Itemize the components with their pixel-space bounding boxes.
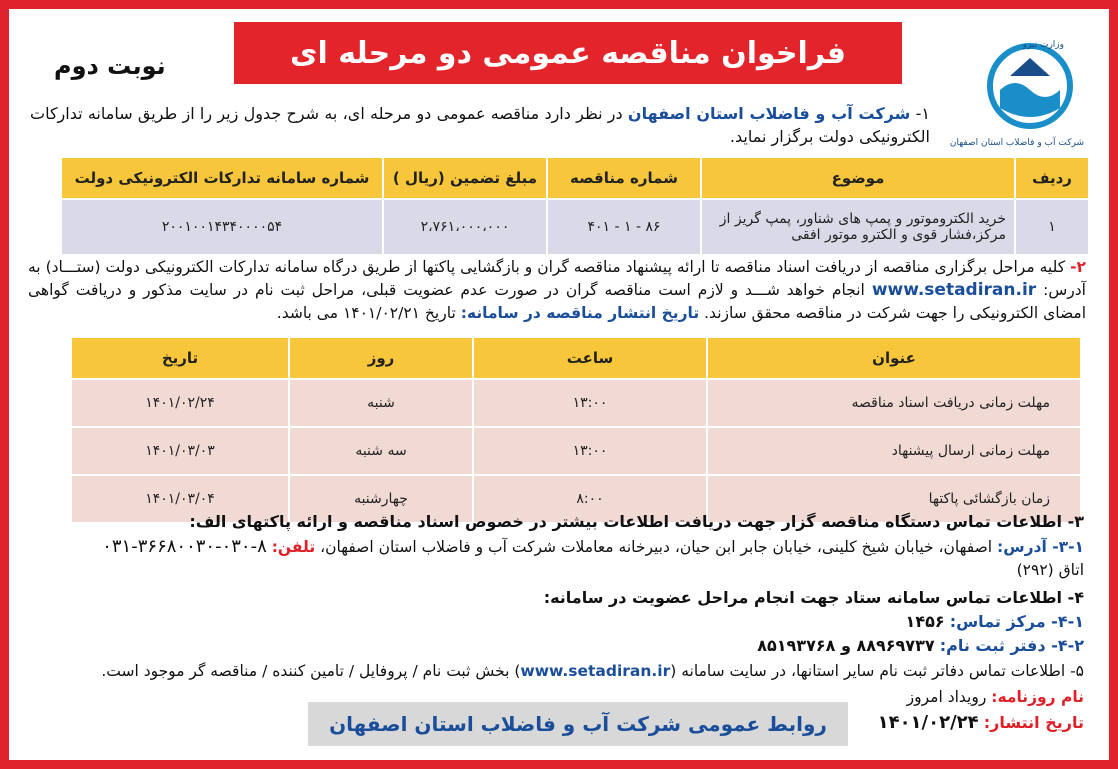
notice-content — [18, 18, 1098, 751]
cell-date: ۱۴۰۱/۰۳/۰۴ — [71, 475, 289, 523]
tel-number: ۸-۰۳۰-۳۶۶۸۰۰۳۰-۰۳۱ — [102, 536, 267, 557]
section5-text2: ) بخش ثبت نام / پروفایل / تامین کننده / مناقصه گر موجود است. — [101, 662, 521, 680]
cell-time: ۸:۰۰ — [473, 475, 707, 523]
section2-text2: انجام خواهد شـــد و لازم است مناقصه گران در صورت عدم عضویت قبلی، مراحل ثبت نام در سایت مذکور و دریافت گواهی امضای الکترونیکی را جهت شرکت در مناقصه محقق سازند. — [28, 281, 1086, 322]
cell-title: مهلت زمانی دریافت اسناد مناقصه — [707, 379, 1081, 427]
company-name: شرکت آب و فاضلاب استان اصفهان — [627, 104, 911, 123]
cell-row: ۱ — [1015, 199, 1089, 255]
address-label: ۳-۱- آدرس: — [997, 538, 1084, 556]
footer-public-relations: روابط عمومی شرکت آب و فاضلاب استان اصفهان — [308, 702, 848, 746]
intro-text: در نظر دارد مناقصه عمومی دو مرحله ای، به شرح جدول زیر را از طریق سامانه تدارکات الکترونیکی دولت برگزار نماید. — [30, 104, 930, 146]
col-guarantee: مبلغ تضمین (ریال ) — [383, 157, 547, 199]
publish-date — [878, 712, 1084, 733]
newspaper — [907, 688, 1084, 706]
col-subject: موضوع — [701, 157, 1015, 199]
section3-address — [102, 536, 1084, 557]
setad-url-2[interactable]: www.setadiran.ir — [520, 662, 671, 680]
col-tender-number: شماره مناقصه — [547, 157, 701, 199]
tender-table-header — [61, 157, 1089, 199]
pub-text: تاریخ ۱۴۰۱/۰۲/۲۱ می باشد. — [276, 304, 456, 322]
cell-guarantee: ۲،۷۶۱،۰۰۰،۰۰۰ — [383, 199, 547, 255]
col-time: ساعت — [473, 337, 707, 379]
cell-setad-number: ۲۰۰۱۰۰۱۴۳۴۰۰۰۰۵۴ — [61, 199, 383, 255]
col-date: تاریخ — [71, 337, 289, 379]
section2-text1: کلیه مراحل برگزاری مناقصه از دریافت اسناد مناقصه تا ارائه پیشنهاد مناقصه گران و بازگشایی پاکتها از طریق درگاه سامانه تدارکات الکترونیکی دولت (ستـــاد) به آدرس: — [28, 258, 1086, 299]
col-day: روز — [289, 337, 473, 379]
section2-paragraph — [28, 256, 1086, 325]
col-setad-number: شماره سامانه تدارکات الکترونیکی دولت — [61, 157, 383, 199]
newspaper-label: نام روزنامه: — [991, 688, 1084, 706]
call-center-label: ۴-۱- مرکز تماس: — [949, 612, 1084, 631]
cell-day: شنبه — [289, 379, 473, 427]
publish-date-value: ۱۴۰۱/۰۲/۲۴ — [877, 712, 979, 733]
section5-text1: ۵- اطلاعات تماس دفاتر ثبت نام سایر استانها، در سایت سامانه ( — [670, 662, 1084, 680]
cell-title: زمان بازگشائی پاکتها — [707, 475, 1081, 523]
section4-heading: ۴- اطلاعات تماس سامانه ستاد جهت انجام مراحل عضویت در سامانه: — [543, 588, 1084, 607]
table-row — [61, 199, 1089, 255]
cell-subject: خرید الکتروموتور و پمپ های شناور، پمپ گریز از مرکز،فشار قوی و الکترو موتور افقی — [701, 199, 1015, 255]
table-row — [71, 379, 1081, 427]
tender-table — [60, 156, 1090, 256]
section3-heading: ۳- اطلاعات تماس دستگاه مناقصه گزار جهت دریافت اطلاعات بیشتر در خصوص اسناد مناقصه و ارائه پاکتهای الف: — [189, 512, 1084, 531]
newspaper-name: رویداد امروز — [906, 688, 987, 706]
cell-tender-number: ۸۶ - ۱ - ۴۰۱ — [547, 199, 701, 255]
schedule-table-header — [71, 337, 1081, 379]
col-row: ردیف — [1015, 157, 1089, 199]
call-center-number: ۱۴۵۶ — [905, 612, 945, 631]
cell-day: سه شنبه — [289, 427, 473, 475]
section2-num: ۲- — [1070, 258, 1086, 276]
tel-label: تلفن: — [271, 538, 316, 556]
setad-url[interactable]: www.setadiran.ir — [871, 280, 1037, 300]
publish-date-label: تاریخ انتشار: — [983, 713, 1084, 732]
cell-date: ۱۴۰۱/۰۲/۲۴ — [71, 379, 289, 427]
table-row — [71, 427, 1081, 475]
cell-time: ۱۳:۰۰ — [473, 379, 707, 427]
round-label: نوبت دوم — [54, 52, 166, 80]
registration-label: ۴-۲- دفتر ثبت نام: — [939, 636, 1084, 655]
logo-caption: شرکت آب و فاضلاب استان اصفهان — [949, 138, 1084, 148]
room-number: اتاق (۲۹۲) — [1016, 561, 1084, 579]
cell-day: چهارشنبه — [289, 475, 473, 523]
pub-label: تاریخ انتشار مناقصه در سامانه: — [460, 304, 700, 322]
ministry-label: وزارت نیرو — [1022, 40, 1064, 50]
address-text: اصفهان، خیابان شیخ کلینی، خیابان جابر ابن حیان، دبیرخانه معاملات شرکت آب و فاضلاب استان اصفهان، — [320, 538, 993, 556]
registration-office — [757, 636, 1084, 655]
call-center — [906, 612, 1084, 631]
schedule-table — [70, 336, 1082, 524]
cell-title: مهلت زمانی ارسال پیشنهاد — [707, 427, 1081, 475]
intro-paragraph — [30, 102, 930, 148]
notice-title: فراخوان مناقصه عمومی دو مرحله ای — [234, 22, 902, 84]
col-title: عنوان — [707, 337, 1081, 379]
intro-num: ۱- — [915, 104, 931, 123]
registration-numbers: ۸۸۹۶۹۷۳۷ و ۸۵۱۹۳۷۶۸ — [757, 636, 935, 655]
cell-date: ۱۴۰۱/۰۳/۰۳ — [71, 427, 289, 475]
section5-text — [101, 662, 1084, 680]
cell-time: ۱۳:۰۰ — [473, 427, 707, 475]
